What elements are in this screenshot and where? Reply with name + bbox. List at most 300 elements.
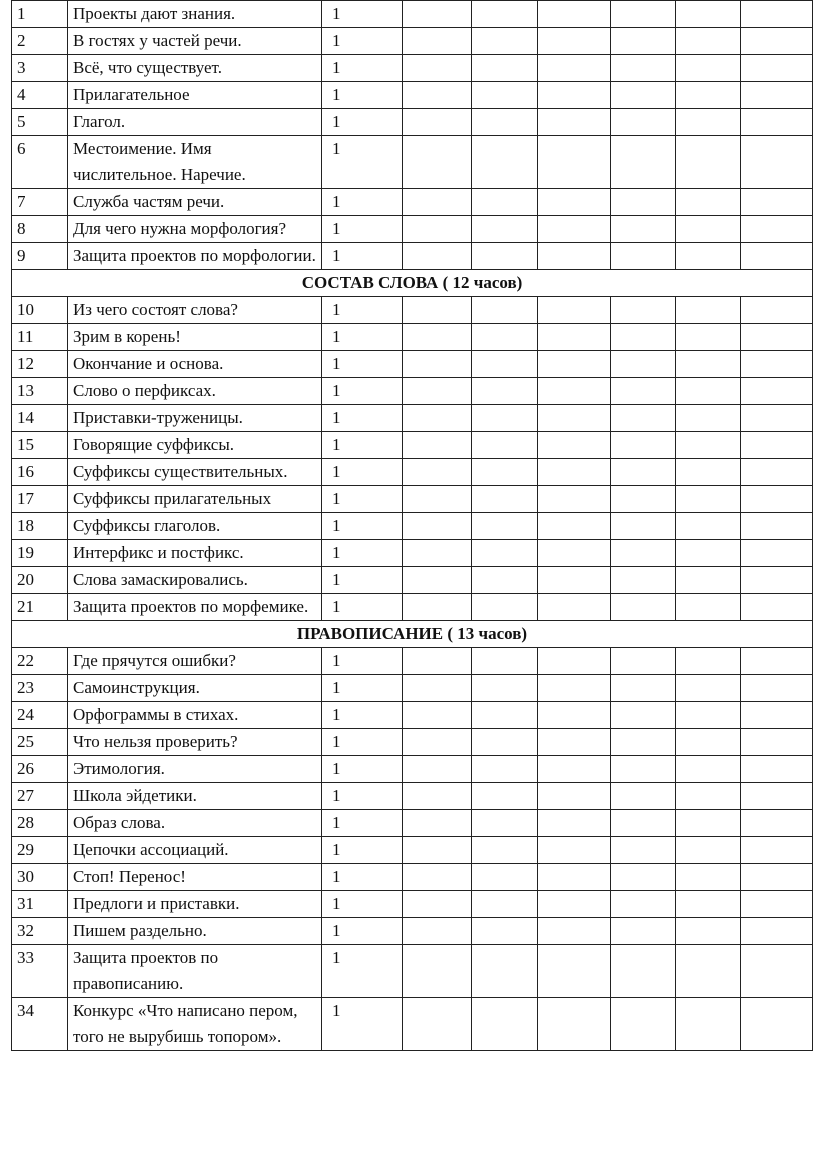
empty-cell [538, 513, 611, 540]
empty-cell [403, 945, 472, 998]
lesson-hours: 1 [322, 729, 403, 756]
lesson-topic: Пишем раздельно. [68, 918, 322, 945]
empty-cell [611, 109, 676, 136]
empty-cell [403, 351, 472, 378]
lesson-number: 12 [12, 351, 68, 378]
empty-cell [676, 567, 741, 594]
lesson-hours: 1 [322, 1, 403, 28]
empty-cell [403, 513, 472, 540]
empty-cell [472, 675, 538, 702]
empty-cell [611, 729, 676, 756]
table-row [12, 459, 813, 486]
empty-cell [741, 297, 813, 324]
empty-cell [538, 648, 611, 675]
empty-cell [741, 459, 813, 486]
lesson-topic: Что нельзя проверить? [68, 729, 322, 756]
empty-cell [676, 945, 741, 998]
lesson-number: 15 [12, 432, 68, 459]
empty-cell [611, 891, 676, 918]
empty-cell [538, 756, 611, 783]
empty-cell [538, 729, 611, 756]
empty-cell [741, 864, 813, 891]
lesson-number: 7 [12, 189, 68, 216]
empty-cell [676, 486, 741, 513]
empty-cell [472, 1, 538, 28]
empty-cell [538, 675, 611, 702]
empty-cell [538, 405, 611, 432]
lesson-hours: 1 [322, 486, 403, 513]
lesson-topic: Где прячутся ошибки? [68, 648, 322, 675]
table-row [12, 216, 813, 243]
empty-cell [403, 891, 472, 918]
table-row [12, 945, 813, 998]
table-row [12, 405, 813, 432]
lesson-number: 27 [12, 783, 68, 810]
empty-cell [741, 594, 813, 621]
empty-cell [403, 648, 472, 675]
empty-cell [741, 783, 813, 810]
empty-cell [741, 567, 813, 594]
empty-cell [741, 702, 813, 729]
lesson-hours: 1 [322, 864, 403, 891]
table-row [12, 648, 813, 675]
table-row [12, 243, 813, 270]
section-title: СОСТАВ СЛОВА ( 12 часов) [12, 270, 813, 297]
empty-cell [741, 82, 813, 109]
empty-cell [741, 55, 813, 82]
empty-cell [611, 432, 676, 459]
table-row [12, 297, 813, 324]
empty-cell [538, 432, 611, 459]
empty-cell [676, 891, 741, 918]
empty-cell [538, 837, 611, 864]
empty-cell [741, 540, 813, 567]
empty-cell [472, 189, 538, 216]
table-row [12, 891, 813, 918]
lesson-number: 5 [12, 109, 68, 136]
empty-cell [676, 136, 741, 189]
empty-cell [538, 55, 611, 82]
empty-cell [741, 486, 813, 513]
empty-cell [741, 136, 813, 189]
empty-cell [611, 540, 676, 567]
lesson-number: 13 [12, 378, 68, 405]
lesson-topic: Стоп! Перенос! [68, 864, 322, 891]
lesson-topic: Суффиксы прилагательных [68, 486, 322, 513]
empty-cell [538, 864, 611, 891]
lesson-topic: Прилагательное [68, 82, 322, 109]
empty-cell [538, 891, 611, 918]
table-row [12, 837, 813, 864]
empty-cell [611, 648, 676, 675]
lesson-topic: Местоимение. Имя числительное. Наречие. [68, 136, 322, 189]
table-row [12, 486, 813, 513]
lesson-topic: Защита проектов по морфемике. [68, 594, 322, 621]
lesson-hours: 1 [322, 405, 403, 432]
empty-cell [676, 998, 741, 1051]
lesson-hours: 1 [322, 28, 403, 55]
empty-cell [403, 756, 472, 783]
table-row [12, 55, 813, 82]
empty-cell [676, 243, 741, 270]
lesson-number: 19 [12, 540, 68, 567]
empty-cell [741, 729, 813, 756]
empty-cell [676, 648, 741, 675]
empty-cell [741, 189, 813, 216]
empty-cell [676, 783, 741, 810]
empty-cell [611, 810, 676, 837]
empty-cell [741, 432, 813, 459]
lesson-topic: Приставки-труженицы. [68, 405, 322, 432]
empty-cell [472, 486, 538, 513]
empty-cell [472, 28, 538, 55]
empty-cell [538, 243, 611, 270]
empty-cell [538, 82, 611, 109]
lesson-topic: Самоинструкция. [68, 675, 322, 702]
empty-cell [403, 783, 472, 810]
empty-cell [676, 109, 741, 136]
empty-cell [403, 243, 472, 270]
lesson-hours: 1 [322, 324, 403, 351]
empty-cell [611, 594, 676, 621]
section-header-row [12, 270, 813, 297]
empty-cell [611, 28, 676, 55]
empty-cell [538, 945, 611, 998]
empty-cell [538, 540, 611, 567]
empty-cell [611, 756, 676, 783]
empty-cell [611, 243, 676, 270]
empty-cell [472, 216, 538, 243]
empty-cell [741, 109, 813, 136]
lesson-number: 16 [12, 459, 68, 486]
curriculum-table [11, 0, 813, 1051]
empty-cell [741, 810, 813, 837]
table-row [12, 567, 813, 594]
empty-cell [472, 459, 538, 486]
table-row [12, 82, 813, 109]
lesson-hours: 1 [322, 945, 403, 998]
empty-cell [676, 459, 741, 486]
empty-cell [472, 297, 538, 324]
empty-cell [472, 540, 538, 567]
empty-cell [538, 1, 611, 28]
lesson-topic: Глагол. [68, 109, 322, 136]
empty-cell [403, 136, 472, 189]
lesson-number: 28 [12, 810, 68, 837]
empty-cell [611, 82, 676, 109]
empty-cell [538, 324, 611, 351]
empty-cell [472, 109, 538, 136]
empty-cell [676, 702, 741, 729]
empty-cell [538, 459, 611, 486]
lesson-hours: 1 [322, 756, 403, 783]
lesson-hours: 1 [322, 998, 403, 1051]
table-row [12, 432, 813, 459]
lesson-hours: 1 [322, 675, 403, 702]
empty-cell [676, 1, 741, 28]
empty-cell [611, 998, 676, 1051]
section-header-row [12, 621, 813, 648]
empty-cell [741, 1, 813, 28]
lesson-number: 24 [12, 702, 68, 729]
empty-cell [611, 136, 676, 189]
empty-cell [741, 378, 813, 405]
lesson-topic: Суффиксы глаголов. [68, 513, 322, 540]
lesson-hours: 1 [322, 189, 403, 216]
empty-cell [472, 891, 538, 918]
lesson-number: 18 [12, 513, 68, 540]
empty-cell [403, 918, 472, 945]
lesson-topic: Зрим в корень! [68, 324, 322, 351]
empty-cell [403, 729, 472, 756]
empty-cell [403, 540, 472, 567]
table-row [12, 324, 813, 351]
empty-cell [611, 513, 676, 540]
lesson-number: 20 [12, 567, 68, 594]
empty-cell [676, 675, 741, 702]
empty-cell [538, 567, 611, 594]
table-row [12, 594, 813, 621]
lesson-hours: 1 [322, 567, 403, 594]
empty-cell [676, 756, 741, 783]
lesson-topic: Этимология. [68, 756, 322, 783]
table-row [12, 378, 813, 405]
lesson-number: 1 [12, 1, 68, 28]
empty-cell [611, 1, 676, 28]
empty-cell [676, 432, 741, 459]
empty-cell [538, 918, 611, 945]
empty-cell [741, 675, 813, 702]
lesson-topic: Слова замаскировались. [68, 567, 322, 594]
empty-cell [403, 55, 472, 82]
empty-cell [676, 729, 741, 756]
empty-cell [472, 82, 538, 109]
empty-cell [741, 513, 813, 540]
empty-cell [472, 324, 538, 351]
table-row [12, 918, 813, 945]
lesson-topic: Защита проектов по морфологии. [68, 243, 322, 270]
empty-cell [472, 648, 538, 675]
empty-cell [472, 945, 538, 998]
empty-cell [403, 82, 472, 109]
empty-cell [472, 594, 538, 621]
empty-cell [538, 783, 611, 810]
lesson-number: 3 [12, 55, 68, 82]
lesson-topic: Орфограммы в стихах. [68, 702, 322, 729]
empty-cell [472, 567, 538, 594]
empty-cell [676, 378, 741, 405]
lesson-number: 21 [12, 594, 68, 621]
lesson-hours: 1 [322, 378, 403, 405]
empty-cell [676, 55, 741, 82]
lesson-number: 25 [12, 729, 68, 756]
table-row [12, 136, 813, 189]
empty-cell [403, 459, 472, 486]
empty-cell [676, 864, 741, 891]
empty-cell [472, 378, 538, 405]
empty-cell [403, 405, 472, 432]
lesson-topic: Слово о перфиксах. [68, 378, 322, 405]
lesson-topic: Конкурс «Что написано пером, того не вырубишь топором». [68, 998, 322, 1051]
empty-cell [472, 405, 538, 432]
empty-cell [403, 28, 472, 55]
empty-cell [403, 702, 472, 729]
empty-cell [538, 594, 611, 621]
table-row [12, 702, 813, 729]
empty-cell [472, 918, 538, 945]
lesson-topic: Интерфикс и постфикс. [68, 540, 322, 567]
empty-cell [611, 351, 676, 378]
empty-cell [676, 324, 741, 351]
empty-cell [741, 918, 813, 945]
lesson-hours: 1 [322, 136, 403, 189]
empty-cell [611, 378, 676, 405]
lesson-hours: 1 [322, 783, 403, 810]
empty-cell [403, 109, 472, 136]
empty-cell [403, 486, 472, 513]
empty-cell [611, 918, 676, 945]
table-row [12, 675, 813, 702]
empty-cell [741, 837, 813, 864]
table-row [12, 1, 813, 28]
empty-cell [741, 998, 813, 1051]
lesson-number: 14 [12, 405, 68, 432]
empty-cell [611, 837, 676, 864]
empty-cell [472, 998, 538, 1051]
lesson-hours: 1 [322, 297, 403, 324]
lesson-topic: Из чего состоят слова? [68, 297, 322, 324]
empty-cell [472, 810, 538, 837]
lesson-number: 23 [12, 675, 68, 702]
lesson-topic: Для чего нужна морфология? [68, 216, 322, 243]
empty-cell [403, 594, 472, 621]
lesson-hours: 1 [322, 82, 403, 109]
empty-cell [741, 405, 813, 432]
empty-cell [538, 297, 611, 324]
lesson-hours: 1 [322, 702, 403, 729]
lesson-number: 26 [12, 756, 68, 783]
empty-cell [472, 837, 538, 864]
empty-cell [538, 998, 611, 1051]
lesson-topic: Окончание и основа. [68, 351, 322, 378]
lesson-number: 30 [12, 864, 68, 891]
empty-cell [538, 136, 611, 189]
empty-cell [611, 567, 676, 594]
lesson-hours: 1 [322, 109, 403, 136]
empty-cell [472, 136, 538, 189]
empty-cell [741, 28, 813, 55]
empty-cell [676, 216, 741, 243]
empty-cell [741, 945, 813, 998]
empty-cell [611, 405, 676, 432]
empty-cell [472, 702, 538, 729]
empty-cell [403, 567, 472, 594]
lesson-hours: 1 [322, 432, 403, 459]
empty-cell [538, 28, 611, 55]
table-row [12, 810, 813, 837]
table-row [12, 540, 813, 567]
empty-cell [611, 702, 676, 729]
empty-cell [676, 918, 741, 945]
lesson-number: 32 [12, 918, 68, 945]
empty-cell [611, 189, 676, 216]
lesson-number: 10 [12, 297, 68, 324]
empty-cell [538, 216, 611, 243]
lesson-number: 6 [12, 136, 68, 189]
empty-cell [472, 864, 538, 891]
empty-cell [676, 513, 741, 540]
empty-cell [538, 702, 611, 729]
empty-cell [403, 998, 472, 1051]
empty-cell [676, 28, 741, 55]
lesson-topic: Школа эйдетики. [68, 783, 322, 810]
empty-cell [676, 540, 741, 567]
lesson-topic: Предлоги и приставки. [68, 891, 322, 918]
empty-cell [741, 756, 813, 783]
lesson-hours: 1 [322, 648, 403, 675]
table-body [12, 1, 813, 1051]
lesson-number: 29 [12, 837, 68, 864]
lesson-topic: В гостях у частей речи. [68, 28, 322, 55]
empty-cell [676, 297, 741, 324]
empty-cell [741, 324, 813, 351]
empty-cell [403, 189, 472, 216]
empty-cell [403, 837, 472, 864]
lesson-hours: 1 [322, 810, 403, 837]
empty-cell [611, 216, 676, 243]
table-row [12, 28, 813, 55]
lesson-hours: 1 [322, 459, 403, 486]
empty-cell [403, 1, 472, 28]
empty-cell [676, 405, 741, 432]
empty-cell [741, 648, 813, 675]
empty-cell [676, 82, 741, 109]
lesson-hours: 1 [322, 891, 403, 918]
empty-cell [741, 891, 813, 918]
lesson-number: 4 [12, 82, 68, 109]
empty-cell [611, 675, 676, 702]
table-row [12, 729, 813, 756]
empty-cell [741, 351, 813, 378]
lesson-topic: Образ слова. [68, 810, 322, 837]
empty-cell [741, 243, 813, 270]
empty-cell [472, 729, 538, 756]
lesson-number: 34 [12, 998, 68, 1051]
empty-cell [472, 783, 538, 810]
lesson-topic: Цепочки ассоциаций. [68, 837, 322, 864]
lesson-number: 31 [12, 891, 68, 918]
empty-cell [403, 432, 472, 459]
table-row [12, 998, 813, 1051]
lesson-number: 22 [12, 648, 68, 675]
empty-cell [538, 378, 611, 405]
empty-cell [538, 351, 611, 378]
empty-cell [538, 189, 611, 216]
lesson-hours: 1 [322, 837, 403, 864]
empty-cell [611, 55, 676, 82]
empty-cell [611, 864, 676, 891]
lesson-topic: Служба частям речи. [68, 189, 322, 216]
lesson-hours: 1 [322, 594, 403, 621]
section-title: ПРАВОПИСАНИЕ ( 13 часов) [12, 621, 813, 648]
empty-cell [611, 945, 676, 998]
empty-cell [676, 594, 741, 621]
empty-cell [676, 837, 741, 864]
lesson-number: 9 [12, 243, 68, 270]
empty-cell [611, 459, 676, 486]
empty-cell [403, 864, 472, 891]
table-row [12, 189, 813, 216]
